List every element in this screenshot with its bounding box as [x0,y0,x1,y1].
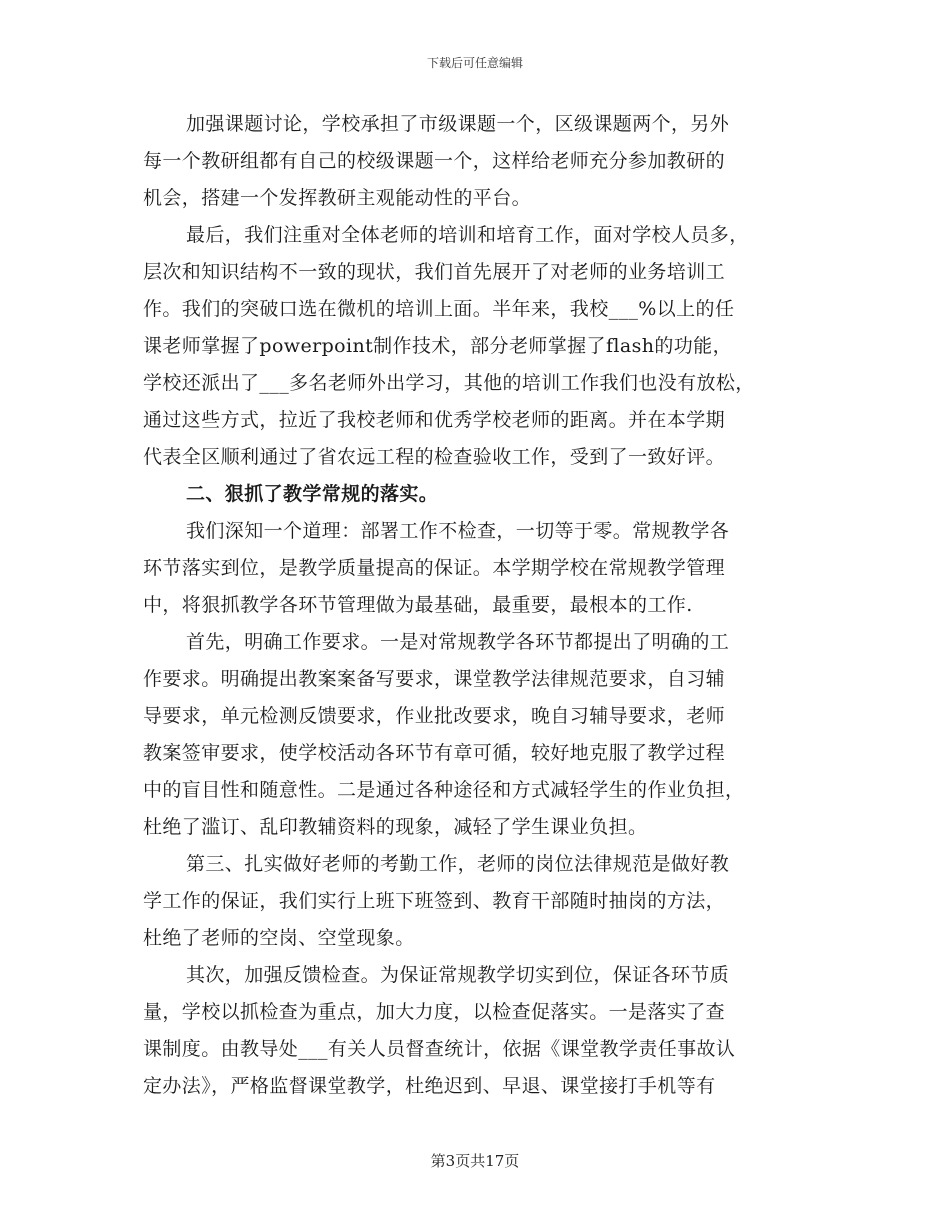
text-line: 作要求。明确提出教案案备写要求，课堂教学法律规范要求，自习辅 [143,668,726,690]
text-line: 首先，明确工作要求。一是对常规教学各环节都提出了明确的工 [186,631,730,653]
text-line: 杜绝了老师的空岗、空堂现象。 [143,927,415,949]
text-line: 教案签审要求，使学校活动各环节有章可循，较好地克服了教学过程 [143,742,726,764]
text-line: 机会，搭建一个发挥教研主观能动性的平台。 [143,187,532,209]
text-line: 环节落实到位，是教学质量提高的保证。本学期学校在常规教学管理 [143,557,726,579]
text-line: 学校还派出了___多名老师外出学习，其他的培训工作我们也没有放松， [143,372,755,394]
text-line: 导要求，单元检测反馈要求，作业批改要求，晚自习辅导要求，老师 [143,705,726,727]
text-line: 中，将狠抓教学各环节管理做为最基础，最重要，最根本的工作. [143,594,693,616]
text-line: 层次和知识结构不一致的现状，我们首先展开了对老师的业务培训工 [143,261,726,283]
page-header: 下载后可任意编辑 [426,56,523,70]
text-line: 学工作的保证，我们实行上班下班签到、教育干部随时抽岗的方法， [143,890,726,912]
section-heading: 二、狠抓了教学常规的落实。 [186,483,439,505]
text-line: 杜绝了滥订、乱印教辅资料的现象，减轻了学生课业负担。 [143,816,648,838]
document-body [143,106,823,1105]
page-footer: 第3页共17页 [430,1152,520,1170]
text-line: 课制度。由教导处___有关人员督查统计，依据《课堂教学责任事故认 [143,1038,736,1060]
text-line: 每一个教研组都有自己的校级课题一个，这样给老师充分参加教研的 [143,150,726,172]
text-line: 课老师掌握了powerpoint制作技术，部分老师掌握了flash的功能， [143,335,732,357]
text-line: 中的盲目性和随意性。二是通过各种途径和方式减轻学生的作业负担， [143,779,745,801]
text-line: 第三、扎实做好老师的考勤工作，老师的岗位法律规范是做好教 [186,853,730,875]
text-line: 作。我们的突破口选在微机的培训上面。半年来，我校___%以上的任 [143,298,735,320]
text-line: 通过这些方式，拉近了我校老师和优秀学校老师的距离。并在本学期 [143,409,726,431]
text-line: 量，学校以抓检查为重点，加大力度，以检查促落实。一是落实了查 [143,1001,726,1023]
text-line: 代表全区顺利通过了省农远工程的检查验收工作，受到了一致好评。 [143,446,726,468]
text-line: 最后，我们注重对全体老师的培训和培育工作，面对学校人员多， [186,224,749,246]
text-line: 其次，加强反馈检查。为保证常规教学切实到位，保证各环节质 [186,964,730,986]
text-line: 加强课题讨论，学校承担了市级课题一个，区级课题两个，另外 [186,113,730,135]
text-line: 我们深知一个道理：部署工作不检查，一切等于零。常规教学各 [186,520,730,542]
text-line: 定办法》，严格监督课堂教学，杜绝迟到、早退、课堂接打手机等有 [143,1075,716,1097]
